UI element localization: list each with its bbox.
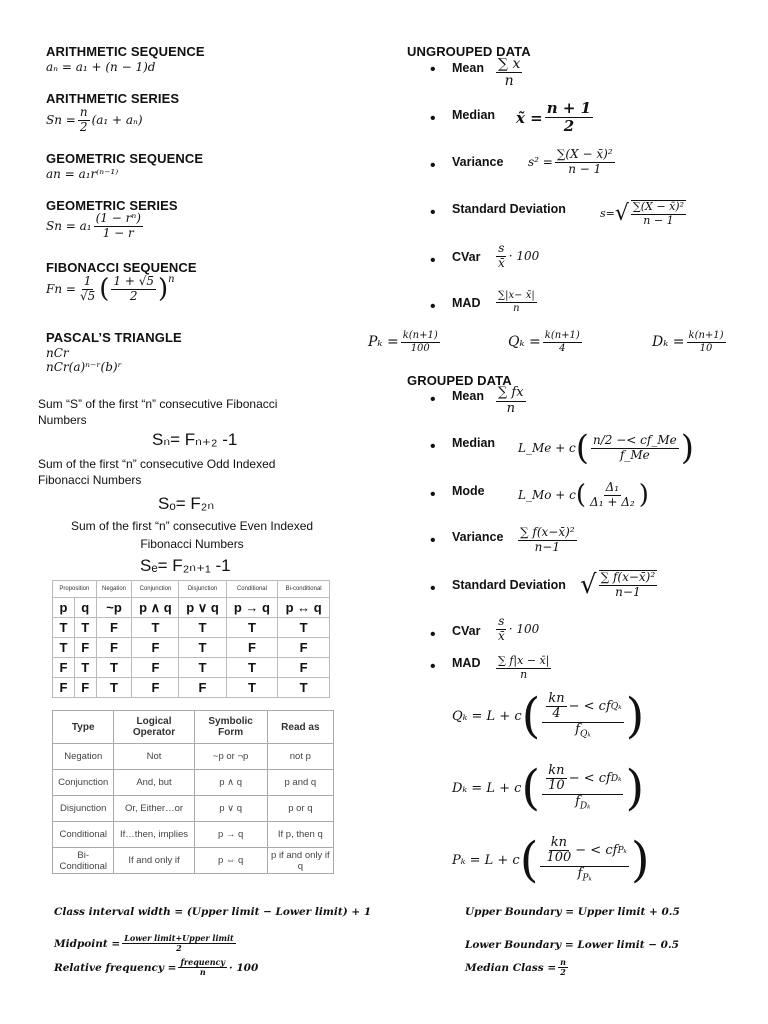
truth-cell: T: [53, 618, 75, 638]
truth-row: [53, 638, 330, 658]
truth-symbol: p ∨ q: [179, 598, 226, 618]
truth-cell: T: [179, 638, 226, 658]
bullet-icon: •: [430, 486, 436, 503]
ungrouped-std-formula: s= √ $\frac{\text{∑(X − x̄)²}}{n - 1}$: [600, 200, 684, 227]
truth-cell: F: [96, 618, 132, 638]
ops-cell: p if and only if q: [267, 848, 333, 874]
ops-header-type: Type: [53, 711, 114, 744]
truth-symbol: q: [74, 598, 96, 618]
grouped-variance-formula: $\frac{\text{∑ f(x−x̄)²}}{n-1}$: [520, 525, 575, 554]
median-class-formula: Median Class = $\frac{n}{2}$: [465, 957, 566, 978]
grouped-median-formula: L_Me + c ( $\frac{n/2 -< cf\_Me}{f\_Me}$ ): [518, 428, 694, 468]
ungrouped-mean-formula: $\frac{\sum x}{n}$: [498, 56, 521, 90]
ops-row: [53, 744, 334, 770]
quartile-position-formula: Qₖ = $\frac{k(n+1)}{4}$: [508, 330, 580, 354]
truth-cell: F: [74, 678, 96, 698]
ops-cell: Or, Either…or: [114, 796, 194, 822]
grouped-std-formula: √ $\frac{\text{∑ f(x−x̄)²}}{n-1}$: [580, 570, 656, 600]
ungrouped-median-formula: x̃ = $\frac{n + 1}{2}$: [516, 99, 592, 136]
truth-table: [52, 580, 330, 698]
truth-cell: T: [278, 678, 330, 698]
bullet-icon: •: [430, 61, 436, 78]
fib-sum-odd-text: Sum of the first “n” consecutive Odd Indexed Fibonacci Numbers: [38, 457, 276, 487]
grouped-median-label: Median: [452, 436, 496, 450]
pascal-line1: nCr: [46, 346, 69, 360]
truth-cell: T: [74, 618, 96, 638]
grouped-mad-label: MAD: [452, 656, 481, 670]
ungrouped-mean-label: Mean: [452, 61, 484, 75]
grouped-mode-label: Mode: [452, 484, 485, 498]
ops-cell: p ∧ q: [194, 770, 267, 796]
bullet-icon: •: [430, 252, 436, 269]
truth-cell: T: [179, 658, 226, 678]
truth-cell: T: [53, 638, 75, 658]
truth-header-negation: Negation: [96, 581, 132, 598]
arith-seq-title: ARITHMETIC SEQUENCE: [46, 44, 205, 59]
arith-series-formula: Sn = $\frac{n}{2}$ (a₁ + aₙ): [46, 105, 143, 134]
ops-cell: If and only if: [114, 848, 194, 874]
ops-row: [53, 770, 334, 796]
ops-cell: p → q: [194, 822, 267, 848]
bullet-icon: •: [430, 532, 436, 549]
fib-seq-title: FIBONACCI SEQUENCE: [46, 260, 197, 275]
fib-sum-even-formula: Sₑ= F₂ₙ₊₁ -1: [140, 556, 231, 575]
ungrouped-mad-formula: $\frac{\sum|x- x̄|}{n}$: [498, 290, 535, 314]
truth-header-proposition: Proposition: [53, 581, 97, 598]
ops-cell: p or q: [267, 796, 333, 822]
geo-seq-formula: an = a₁r⁽ⁿ⁻¹⁾: [46, 167, 119, 181]
grouped-percentile-formula: Pₖ = L + c ( $\frac{kn}{100}$ − < cf Pₖ $f_{P_k}$ ): [452, 832, 650, 888]
ops-cell: Conjunction: [53, 770, 114, 796]
ops-cell: not p: [267, 744, 333, 770]
truth-cell: F: [226, 638, 278, 658]
ops-cell: ~p or ¬p: [194, 744, 267, 770]
grouped-mean-formula: $\frac{\sum fx}{n}$: [498, 385, 524, 416]
truth-cell: F: [278, 658, 330, 678]
ungrouped-variance-label: Variance: [452, 155, 504, 169]
ops-cell: p ⇔ q: [194, 848, 267, 874]
ops-cell: Disjunction: [53, 796, 114, 822]
truth-cell: T: [96, 658, 132, 678]
fib-seq-formula: Fn = $\frac{1}{√5}$ ( $\frac{1 + √5}{2}$ ) n: [46, 273, 175, 304]
truth-row: [53, 678, 330, 698]
truth-row: [53, 658, 330, 678]
grouped-title: GROUPED DATA: [407, 373, 512, 388]
class-interval-width-formula: Class interval width = (Upper limit − Lower limit) + 1: [54, 906, 372, 918]
ungrouped-variance-formula: s² = $\frac{\text{∑(X − x̄)²}}{n - 1}$: [528, 147, 613, 176]
ops-header-operator: Logical Operator: [114, 711, 194, 744]
ops-cell: Bi-Conditional: [53, 848, 114, 874]
operators-table: [52, 710, 334, 874]
truth-cell: F: [179, 678, 226, 698]
truth-cell: T: [226, 658, 278, 678]
ops-cell: Not: [114, 744, 194, 770]
truth-header-conditional: Conditional: [226, 581, 278, 598]
fib-sum-s-text: Sum “S” of the first “n” consecutive Fibonacci Numbers: [38, 397, 278, 427]
grouped-cvar-formula: $\frac{s}{x̄}$ · 100: [498, 614, 540, 643]
truth-cell: F: [278, 638, 330, 658]
truth-cell: F: [74, 638, 96, 658]
ungrouped-mad-label: MAD: [452, 296, 481, 310]
grouped-mad-formula: $\frac{\sum f|x - x̄|}{n}$: [498, 654, 550, 681]
truth-cell: F: [96, 638, 132, 658]
truth-symbol: p: [53, 598, 75, 618]
truth-cell: T: [226, 618, 278, 638]
truth-cell: T: [132, 618, 179, 638]
truth-header-conjunction: Conjunction: [132, 581, 179, 598]
ops-cell: Conditional: [53, 822, 114, 848]
truth-cell: T: [74, 658, 96, 678]
relative-frequency-formula: Relative frequency = $\frac{\text{frequency}}{n}$ · 100: [54, 957, 259, 978]
truth-symbol: p ∧ q: [132, 598, 179, 618]
truth-cell: F: [53, 658, 75, 678]
fib-sum-odd-formula: Sₒ= F₂ₙ: [158, 494, 215, 513]
arith-series-title: ARITHMETIC SERIES: [46, 91, 180, 106]
decile-position-formula: Dₖ = $\frac{k(n+1)}{10}$: [652, 330, 724, 354]
geo-series-title: GEOMETRIC SERIES: [46, 198, 178, 213]
ops-header-symbolic: Symbolic Form: [194, 711, 267, 744]
fib-sum-s-formula: Sₙ= Fₙ₊₂ -1: [152, 430, 238, 449]
bullet-icon: •: [430, 626, 436, 643]
truth-cell: F: [132, 658, 179, 678]
ungrouped-median-label: Median: [452, 108, 496, 122]
grouped-std-label: Standard Deviation: [452, 578, 566, 592]
truth-symbol: p ↔ q: [278, 598, 330, 618]
arith-seq-formula: aₙ = a₁ + (n − 1)d: [46, 60, 156, 74]
bullet-icon: •: [430, 110, 436, 127]
ops-cell: Negation: [53, 744, 114, 770]
bullet-icon: •: [430, 157, 436, 174]
grouped-decile-formula: Dₖ = L + c ( $\frac{kn}{10}$ − < cf Dₖ $f_{D_k}$ ): [452, 760, 645, 816]
truth-cell: F: [132, 638, 179, 658]
ops-cell: p and q: [267, 770, 333, 796]
ops-cell: If…then, implies: [114, 822, 194, 848]
truth-symbol: ~p: [96, 598, 132, 618]
ungrouped-cvar-label: CVar: [452, 250, 481, 264]
fib-sum-even-text: Sum of the first “n” consecutive Even Indexed Fibonacci Numbers: [70, 519, 314, 551]
ops-cell: If p, then q: [267, 822, 333, 848]
ops-row: [53, 848, 334, 874]
ungrouped-std-label: Standard Deviation: [452, 202, 566, 216]
bullet-icon: •: [430, 580, 436, 597]
pascal-line2: nCr(a)ⁿ⁻ʳ(b)ʳ: [46, 360, 122, 374]
bullet-icon: •: [430, 658, 436, 675]
ungrouped-title: UNGROUPED DATA: [407, 44, 531, 59]
percentile-position-formula: Pₖ = $\frac{k(n+1)}{100}$: [368, 330, 438, 354]
pascal-title: PASCAL’S TRIANGLE: [46, 330, 182, 345]
grouped-cvar-label: CVar: [452, 624, 481, 638]
ungrouped-cvar-formula: $\frac{s}{x̄}$ · 100: [498, 241, 540, 270]
ops-cell: And, but: [114, 770, 194, 796]
bullet-icon: •: [430, 298, 436, 315]
geo-series-formula: Sn = a₁ $\frac{\text{(1 − rⁿ)}}{1 - r}$: [46, 211, 141, 240]
truth-cell: T: [226, 678, 278, 698]
grouped-mean-label: Mean: [452, 389, 484, 403]
upper-boundary-formula: Upper Boundary = Upper limit + 0.5: [465, 906, 680, 918]
grouped-quartile-formula: Qₖ = L + c ( $\frac{kn}{4}$ − < cf Qₖ $f_{Q_k}$ ): [452, 688, 645, 744]
truth-cell: F: [53, 678, 75, 698]
ops-row: [53, 796, 334, 822]
truth-cell: T: [179, 618, 226, 638]
truth-symbol: p → q: [226, 598, 278, 618]
truth-header-disjunction: Disjunction: [179, 581, 226, 598]
grouped-variance-label: Variance: [452, 530, 504, 544]
bullet-icon: •: [430, 391, 436, 408]
truth-cell: F: [132, 678, 179, 698]
truth-row: [53, 618, 330, 638]
ops-cell: p ∨ q: [194, 796, 267, 822]
truth-cell: T: [96, 678, 132, 698]
truth-cell: T: [278, 618, 330, 638]
midpoint-formula: Midpoint = $\frac{\text{Lower limit+Upper limit}}{2}$: [54, 933, 234, 954]
ops-header-read-as: Read as: [267, 711, 333, 744]
truth-header-biconditional: Bi-conditional: [278, 581, 330, 598]
geo-seq-title: GEOMETRIC SEQUENCE: [46, 151, 204, 166]
bullet-icon: •: [430, 438, 436, 455]
bullet-icon: •: [430, 204, 436, 221]
lower-boundary-formula: Lower Boundary = Lower limit − 0.5: [465, 939, 679, 951]
ops-row: [53, 822, 334, 848]
grouped-mode-formula: L_Mo + c ( $\frac{\text{Δ₁}}{\text{Δ₁ + Δ₂}}$ ): [518, 479, 649, 510]
